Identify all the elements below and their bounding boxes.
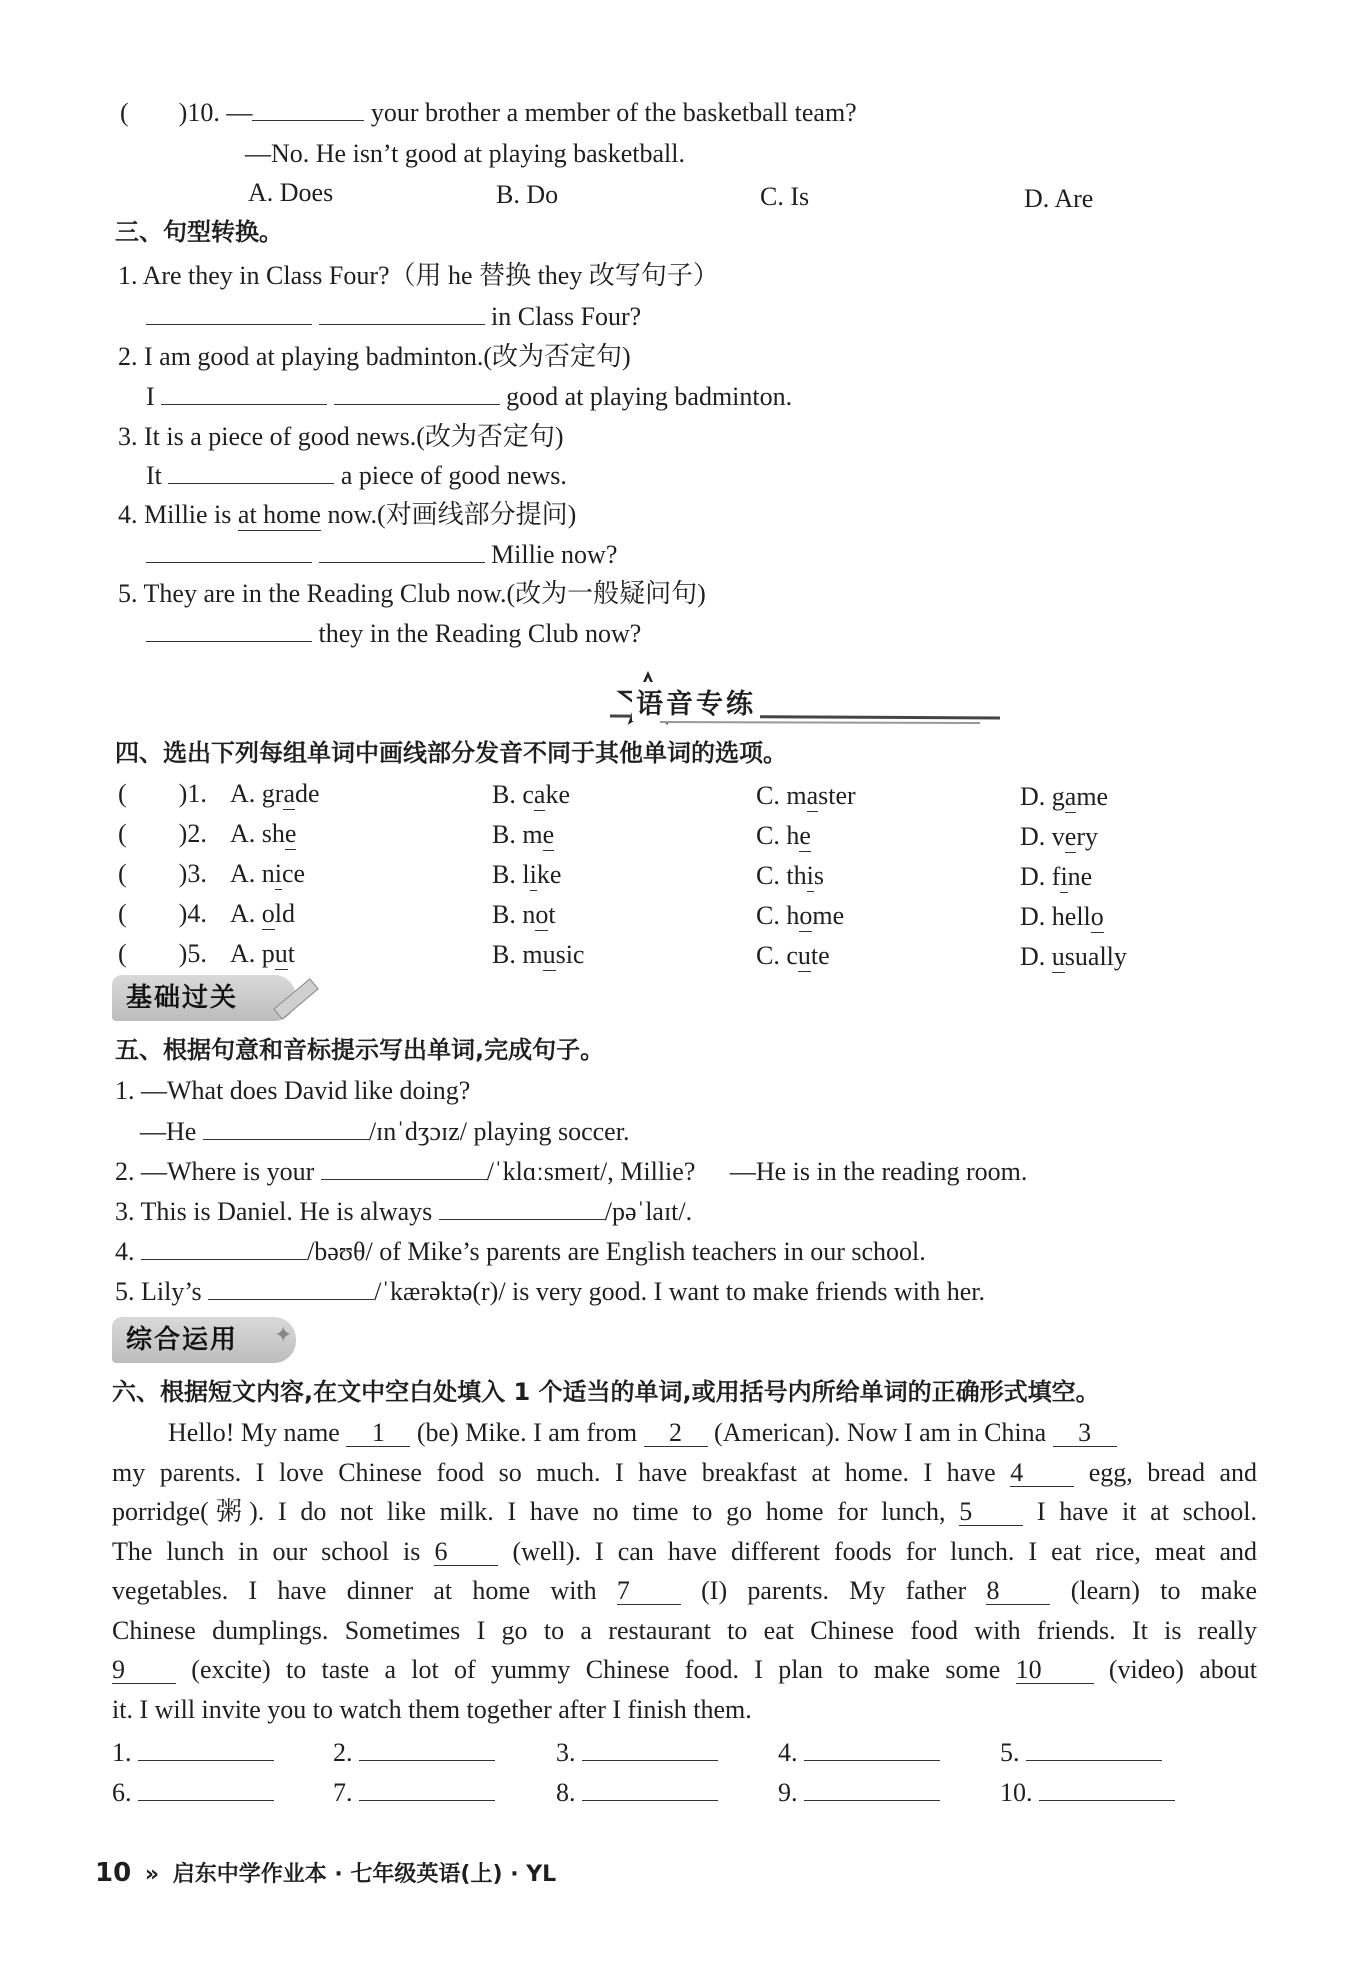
page-footer: [95, 1857, 556, 1888]
underlined-letter: i: [806, 861, 814, 890]
underlined-letter: a: [283, 779, 295, 808]
underlined-letter: e: [542, 820, 555, 849]
underlined-letter: u: [1051, 942, 1065, 971]
section4-title: 四、选出下列每组单词中画线部分发音不同于其他单词的选项。: [115, 739, 787, 767]
passage-line: my parents. I love Chinese food so much. I have breakfast at home. I have 4 egg, bread and: [112, 1457, 1257, 1487]
underlined-letter: o: [799, 901, 813, 930]
s3-a2: I good at playing badminton.: [146, 382, 793, 411]
s5-line1: 1. —What does David like doing?: [115, 1076, 471, 1105]
underlined-letter: o: [535, 900, 549, 929]
phonics-option: C. home: [756, 901, 845, 930]
phonics-option: A. put: [230, 939, 296, 968]
q10-stem: ( )10. — your brother a member of the basketball team?: [120, 98, 857, 127]
phonics-row-paren: ( )2.: [118, 819, 207, 848]
phonics-option: D. fine: [1020, 862, 1093, 891]
cloze-blank: 6: [434, 1539, 498, 1566]
s5-line4: 3. This is Daniel. He is always /pəˈlaɪt/.: [115, 1197, 693, 1226]
s3-a3: It a piece of good news.: [146, 461, 567, 490]
underlined-letter: e: [1064, 822, 1077, 851]
passage-line: Hello! My name 1 (be) Mike. I am from 2 (American). Now I am in China 3: [168, 1416, 1117, 1450]
s3-q3: 3. It is a piece of good news.(改为否定句): [118, 422, 564, 451]
phonics-option: B. me: [492, 820, 555, 849]
underlined-letter: e: [799, 821, 811, 850]
s5-line3: 2. —Where is your /ˈklɑːsmeɪt/, Millie? —He is in the reading room.: [115, 1157, 1028, 1186]
phonics-option: C. cute: [756, 941, 830, 970]
s3-q1: 1. Are they in Class Four?（用 he 替换 they 改写句子）: [118, 261, 719, 290]
s3-a4: Millie now?: [146, 538, 617, 572]
passage-line: it. I will invite you to watch them together after I finish them.: [112, 1694, 752, 1724]
phonics-option: D. game: [1020, 782, 1109, 811]
cloze-blank: 1: [346, 1420, 410, 1447]
cloze-blank: 10: [1016, 1657, 1094, 1684]
phonics-row-paren: ( )3.: [118, 859, 207, 888]
phonics-option: C. he: [756, 821, 811, 850]
underlined-letter: i: [1060, 862, 1068, 891]
phonics-option: C. master: [756, 781, 856, 810]
s3-q5: 5. They are in the Reading Club now.(改为一般疑问句): [118, 579, 706, 608]
sparkle-icon: ✦: [274, 1322, 293, 1347]
phonics-banner: [600, 670, 1000, 726]
s3-q4: 4. Millie is at home now.(对画线部分提问): [118, 500, 577, 529]
phonics-option: A. she: [230, 819, 297, 848]
answer-field[interactable]: 6.: [112, 1776, 274, 1810]
book-title: 启东中学作业本 · 七年级英语(上) · YL: [172, 1862, 557, 1887]
answer-field[interactable]: 2.: [333, 1736, 495, 1770]
passage-line: 9 (excite) to taste a lot of yummy Chinese food. I plan to make some 10 (video) about: [112, 1655, 1257, 1684]
underlined-letter: u: [797, 941, 811, 970]
cloze-blank: 5: [959, 1499, 1023, 1526]
answer-field[interactable]: 4.: [778, 1736, 940, 1770]
passage-line: The lunch in our school is 6 (well). I can have different foods for lunch. I eat rice, meat and: [112, 1536, 1258, 1566]
double-chevron-icon: »: [144, 1862, 160, 1887]
answer-field[interactable]: 7.: [333, 1776, 495, 1810]
phonics-option: B. music: [492, 940, 585, 969]
s5-line6: 5. Lily’s /ˈkærəktə(r)/ is very good. I want to make friends with her.: [115, 1277, 986, 1306]
passage-line: vegetables. I have dinner at home with 7 (I) parents. My father 8 (learn) to make: [112, 1576, 1257, 1605]
answer-field[interactable]: 1.: [112, 1736, 274, 1770]
integrated-badge: 综合运用: [112, 1317, 296, 1363]
underlined-letter: o: [1090, 902, 1104, 931]
answer-field[interactable]: 5.: [1000, 1736, 1162, 1770]
underlined-letter: o: [261, 899, 275, 928]
answer-field[interactable]: 10.: [1000, 1776, 1175, 1810]
phonics-row-paren: ( )5.: [118, 939, 207, 968]
phonics-option: A. grade: [230, 779, 320, 808]
phonics-option: D. hello: [1020, 902, 1104, 931]
phonics-option: A. old: [230, 899, 296, 928]
answer-field[interactable]: 8.: [556, 1776, 718, 1810]
s3-a1: in Class Four?: [146, 300, 641, 334]
underlined-letter: i: [274, 859, 283, 888]
cloze-blank: 3: [1053, 1420, 1117, 1447]
q10-option-d: D. Are: [1024, 184, 1094, 213]
s5-line2: —He /ɪnˈdʒɔɪz/ playing soccer.: [140, 1117, 630, 1146]
phonics-banner-title: 语音专练: [632, 682, 760, 721]
phonics-row-paren: ( )1.: [118, 779, 207, 808]
cloze-blank: 2: [644, 1420, 708, 1447]
underlined-letter: e: [284, 819, 297, 848]
phonics-option: D. usually: [1020, 942, 1127, 971]
page-number: 10: [95, 1858, 132, 1888]
underlined-letter: u: [274, 939, 288, 968]
cloze-blank: 8: [986, 1578, 1050, 1605]
q10-answer-line: —No. He isn’t good at playing basketball.: [245, 139, 686, 168]
phonics-row-paren: ( )4.: [118, 899, 207, 928]
s5-line5: 4. /bəʊθ/ of Mike’s parents are English teachers in our school.: [115, 1237, 926, 1266]
underlined-letter: a: [1064, 782, 1077, 811]
section5-title: 五、根据句意和音标提示写出单词,完成句子。: [115, 1036, 605, 1064]
phonics-option: A. nice: [230, 859, 306, 888]
phonics-option: B. like: [492, 860, 562, 889]
cloze-blank: 4: [1010, 1460, 1074, 1487]
cloze-blank: 9: [112, 1657, 176, 1684]
underlined-letter: a: [806, 781, 819, 810]
answer-field[interactable]: 9.: [778, 1776, 940, 1810]
cloze-blank: 7: [617, 1578, 681, 1605]
phonics-option: D. very: [1020, 822, 1098, 851]
section6-title: 六、根据短文内容,在文中空白处填入 1 个适当的单词,或用括号内所给单词的正确形式填空。: [112, 1378, 1100, 1406]
section3-title: 三、句型转换。: [115, 218, 283, 246]
s3-q2: 2. I am good at playing badminton.(改为否定句): [118, 342, 631, 371]
q10-option-c: C. Is: [760, 182, 810, 211]
s3-a5: they in the Reading Club now?: [146, 617, 641, 651]
phonics-option: B. cake: [492, 780, 570, 809]
passage-line: Chinese dumplings. Sometimes I go to a restaurant to eat Chinese food with friends. It is really: [112, 1615, 1257, 1645]
passage-line: porridge(粥). I do not like milk. I have no time to go home for lunch, 5 I have it at school.: [112, 1497, 1257, 1526]
q10-option-b: B. Do: [496, 180, 559, 209]
q10-option-a: A. Does: [248, 178, 334, 207]
underlined-letter: u: [542, 940, 556, 969]
phonics-option: C. this: [756, 861, 824, 890]
basics-badge: 基础过关: [112, 975, 296, 1021]
underlined-letter: a: [533, 780, 546, 809]
underlined-letter: i: [529, 860, 537, 889]
answer-field[interactable]: 3.: [556, 1736, 718, 1770]
phonics-option: B. not: [492, 900, 556, 929]
